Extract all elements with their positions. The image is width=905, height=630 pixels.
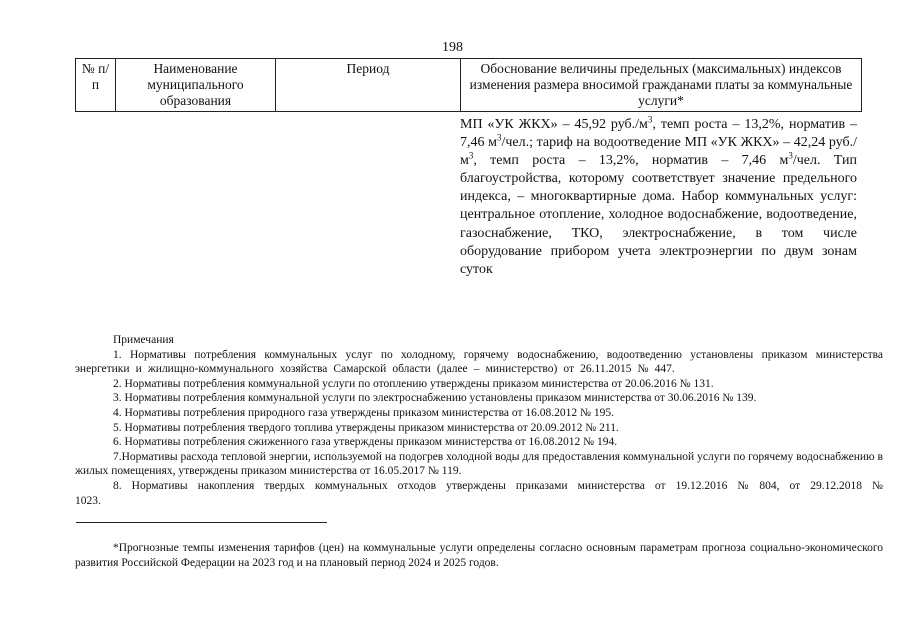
superscript: 3 [468, 150, 474, 161]
note-item: 8. Нормативы накопления твердых коммунальных отходов утверждены приказами министерства от 19.12.2016 № 804, от 29.12.2018 № 1023. [75, 479, 883, 507]
header-municipality: Наименование муниципального образования [116, 59, 276, 112]
note-item: 4. Нормативы потребления природного газа утверждены приказом министерства от 16.08.2012 № 195. [113, 406, 614, 419]
justification-cell [460, 116, 857, 279]
cell-text-part: , темп роста – 13,2%, норматив – 7,46 м [460, 117, 857, 151]
cell-text-part: /чел. Тип благоустройства, которому соответствует значение предельного индекса, – многоквартирные дома. Набор коммунальных услуг: центральное отопление, холодное водоснабжение, водоотведение, газоснабжение, ТКО, электроснабжение, в том числе оборудование прибором учета электроэнергии по двум зонам суток [460, 153, 857, 277]
note-item: 3. Нормативы потребления коммунальной услуги по электроснабжению установлены приказом министерства от 30.06.2016 № 139. [113, 392, 757, 405]
superscript: 3 [496, 132, 502, 143]
note-item: 1. Нормативы потребления коммунальных услуг по холодному, горячему водоснабжению, водоотведению установлены приказом министерства энергетики и жилищно-коммунального хозяйства Самарской области (далее – министерство) от 26.11.2015 № 447. [75, 348, 883, 376]
header-number: № п/п [76, 59, 116, 112]
header-justification: Обоснование величины предельных (максимальных) индексов изменения размера вносимой гражданами платы за коммунальные услуги* [461, 59, 862, 112]
superscript: 3 [647, 114, 653, 125]
footnote-divider [76, 522, 327, 523]
page-number: 198 [442, 40, 463, 55]
table-header-row [76, 59, 862, 112]
note-item: 6. Нормативы потребления сжиженного газа утверждены приказом министерства от 16.08.2012 № 194. [113, 436, 618, 449]
notes-section [75, 333, 883, 508]
cell-text-part: МП «УК ЖКХ» – 45,92 руб./м [460, 117, 648, 132]
note-item: 5. Нормативы потребления твердого топлива утверждены приказом министерства от 20.09.2012 № 211. [113, 421, 619, 434]
header-period-label: Период [346, 61, 390, 76]
cell-text-part: /чел.; тариф на водоотведение МП «УК ЖКХ» – 42,24 руб./м [460, 135, 858, 169]
header-period [276, 59, 461, 112]
table-header [75, 58, 862, 112]
note-item: 7.Нормативы расхода тепловой энергии, используемой на подогрев холодной воды для предоставления коммунальной услуги по горячему водоснабжению в жилых помещениях, утверждены приказом министерства от 16.05.2017 № 119. [75, 450, 883, 478]
notes-title: Примечания [113, 334, 174, 346]
cell-text-part: , темп роста – 13,2%, норматив – 7,46 м [473, 153, 789, 169]
note-item: 2. Нормативы потребления коммунальной услуги по отоплению утверждены приказом министерства от 20.06.2016 № 131. [113, 377, 714, 390]
superscript: 3 [788, 150, 793, 161]
footnote: *Прогнозные темпы изменения тарифов (цен) на коммунальные услуги определены согласно основным параметрам прогноза социально-экономического развития Российской Федерации на 2023 год и на плановый период 2024 и 2025 годов. [75, 542, 883, 569]
